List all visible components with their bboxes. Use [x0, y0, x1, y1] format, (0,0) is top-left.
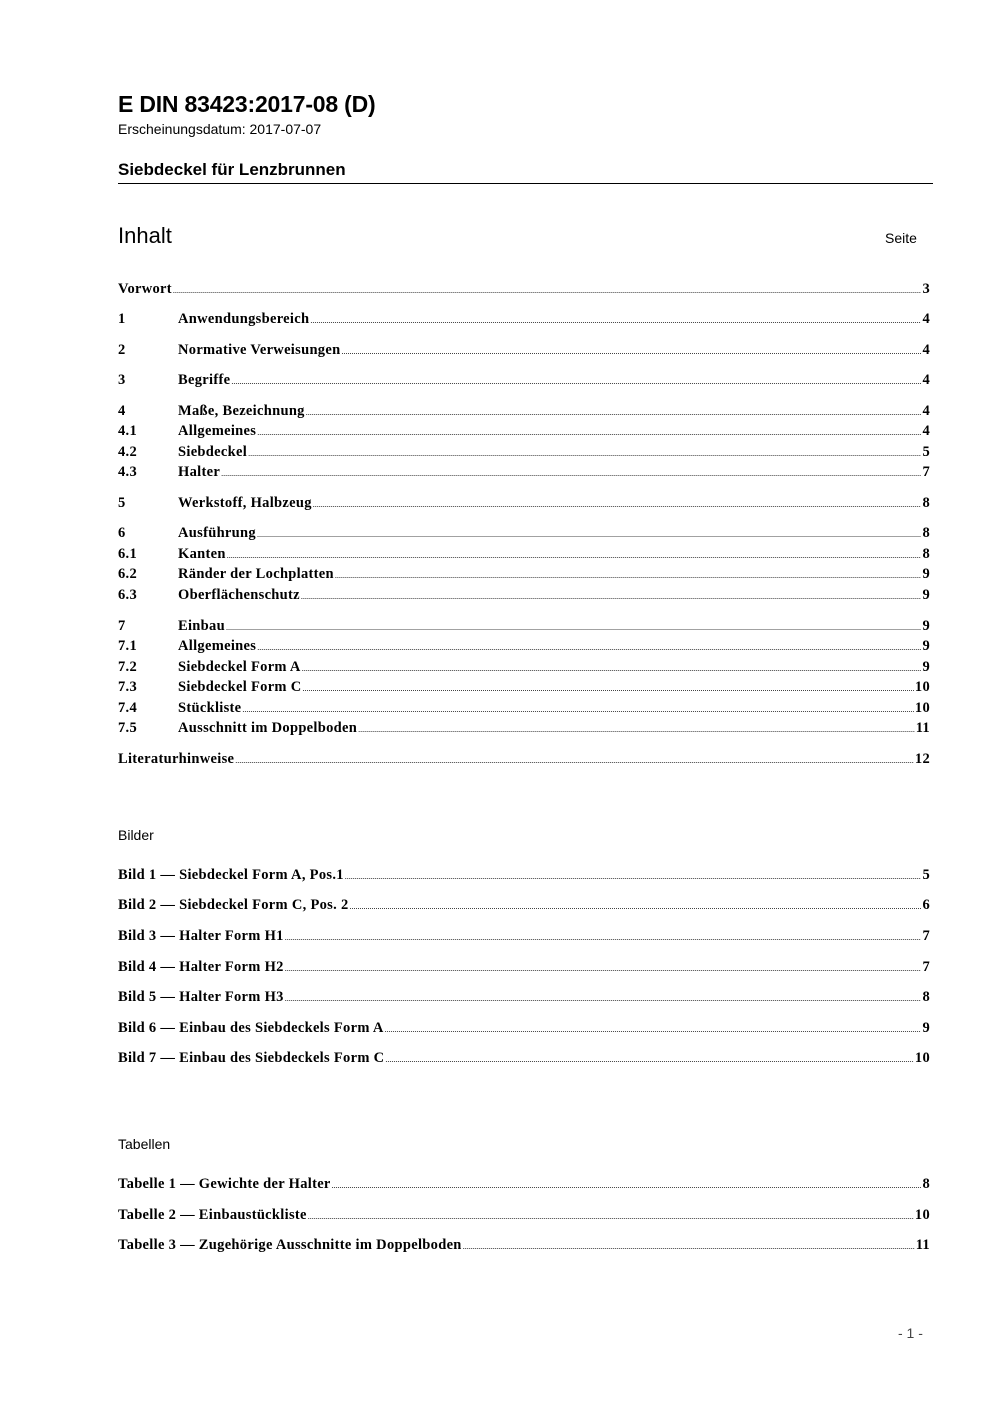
toc-entry-label: Literaturhinweise [118, 751, 235, 767]
page-column-label: Seite [885, 230, 917, 246]
toc-entry-page: 5 [922, 444, 930, 460]
toc-entry-label: Stückliste [178, 700, 242, 716]
toc-entry-number: 7.4 [118, 700, 138, 716]
figure-entry-label: Bild 2 — Siebdeckel Form C, Pos. 2 [118, 897, 349, 913]
toc-entry-label: Einbau [178, 618, 225, 634]
toc-entry-page: 9 [922, 638, 930, 654]
toc-entry-label: Allgemeines [178, 638, 257, 654]
table-entry[interactable] [118, 1205, 930, 1225]
dot-leader [231, 372, 921, 392]
toc-entry-page: 9 [922, 659, 930, 675]
figure-entry-label: Bild 5 — Halter Form H3 [118, 989, 284, 1005]
table-entry-label: Tabelle 1 — Gewichte der Halter [118, 1176, 331, 1192]
toc-entry-label: Werkstoff, Halbzeug [178, 495, 312, 511]
dot-leader [302, 659, 922, 679]
figure-entry-page: 10 [914, 1050, 930, 1066]
toc-entry-number: 7.1 [118, 638, 138, 654]
toc-entry[interactable] [118, 401, 930, 421]
table-entry-page: 11 [915, 1237, 930, 1253]
toc-entry-page: 8 [922, 525, 930, 541]
toc-entry[interactable] [118, 657, 930, 677]
toc-entry-label: Begriffe [178, 372, 231, 388]
dot-leader [358, 720, 915, 740]
dot-leader [308, 1207, 914, 1227]
toc-entry-number: 6 [118, 525, 126, 541]
toc-entry[interactable] [118, 309, 930, 329]
issue-date: Erscheinungsdatum: 2017-07-07 [118, 121, 322, 137]
table-entry[interactable] [118, 1174, 930, 1194]
toc-entry-number: 6.2 [118, 566, 138, 582]
figure-entry-page: 5 [922, 867, 930, 883]
dot-leader [341, 342, 921, 362]
figure-entry[interactable] [118, 1048, 930, 1068]
toc-entry-page: 11 [915, 720, 930, 736]
toc-entry-page: 7 [922, 464, 930, 480]
figure-entry-page: 9 [922, 1020, 930, 1036]
toc-entry-page: 4 [922, 423, 930, 439]
dot-leader [285, 959, 922, 979]
tables-heading: Tabellen [118, 1136, 171, 1152]
table-entry-label: Tabelle 3 — Zugehörige Ausschnitte im Doppelboden [118, 1237, 462, 1253]
dot-leader [285, 989, 922, 1009]
toc-entry[interactable] [118, 279, 930, 299]
toc-entry[interactable] [118, 698, 930, 718]
figure-entry-page: 7 [922, 928, 930, 944]
toc-entry-number: 4.3 [118, 464, 138, 480]
dot-leader [385, 1050, 913, 1070]
figure-entry-label: Bild 4 — Halter Form H2 [118, 959, 284, 975]
toc-entry[interactable] [118, 718, 930, 738]
table-entry-page: 8 [922, 1176, 930, 1192]
toc-entry[interactable] [118, 616, 930, 636]
figures-heading: Bilder [118, 827, 154, 843]
toc-entry-page: 4 [922, 342, 930, 358]
figure-entry[interactable] [118, 865, 930, 885]
dot-leader [463, 1237, 915, 1257]
toc-entry[interactable] [118, 370, 930, 390]
dot-leader [350, 897, 922, 917]
toc-entry-label: Ausschnitt im Doppelboden [178, 720, 358, 736]
toc-entry-label: Vorwort [118, 281, 172, 297]
page-number: - 1 - [898, 1325, 923, 1341]
document-title: E DIN 83423:2017-08 (D) [118, 91, 376, 117]
toc-entry[interactable] [118, 442, 930, 462]
toc-entry[interactable] [118, 523, 930, 543]
dot-leader [285, 928, 922, 948]
toc-entry-number: 5 [118, 495, 126, 511]
figure-entry-label: Bild 3 — Halter Form H1 [118, 928, 284, 944]
toc-entry[interactable] [118, 677, 930, 697]
toc-entry-page: 12 [914, 751, 930, 767]
toc-entry-number: 1 [118, 311, 126, 327]
toc-heading: Inhalt [118, 223, 172, 248]
figure-entry-label: Bild 1 — Siebdeckel Form A, Pos.1 [118, 867, 344, 883]
dot-leader [257, 525, 921, 545]
dot-leader [221, 464, 921, 484]
dot-leader [242, 700, 913, 720]
toc-entry[interactable] [118, 462, 930, 482]
toc-entry-number: 3 [118, 372, 126, 388]
toc-entry[interactable] [118, 749, 930, 769]
toc-entry-page: 9 [922, 618, 930, 634]
dot-leader [385, 1020, 922, 1040]
toc-entry-label: Siebdeckel Form A [178, 659, 301, 675]
dot-leader [310, 311, 921, 331]
toc-entry-page: 3 [922, 281, 930, 297]
header-divider [118, 183, 933, 184]
toc-entry-number: 7.5 [118, 720, 138, 736]
toc-entry[interactable] [118, 636, 930, 656]
dot-leader [301, 587, 922, 607]
toc-entry-number: 6.3 [118, 587, 138, 603]
dot-leader [313, 495, 922, 515]
toc-entry-label: Halter [178, 464, 221, 480]
toc-entry-page: 4 [922, 372, 930, 388]
toc-entry-number: 7 [118, 618, 126, 634]
toc-entry-label: Anwendungsbereich [178, 311, 310, 327]
table-entry-label: Tabelle 2 — Einbaustückliste [118, 1207, 307, 1223]
toc-entry-label: Ränder der Lochplatten [178, 566, 334, 582]
figure-entry-page: 6 [922, 897, 930, 913]
toc-entry[interactable] [118, 493, 930, 513]
table-entry[interactable] [118, 1235, 930, 1255]
dot-leader [303, 679, 914, 699]
toc-entry-page: 4 [922, 311, 930, 327]
table-entry-page: 10 [914, 1207, 930, 1223]
toc-entry-label: Allgemeines [178, 423, 257, 439]
toc-entry[interactable] [118, 544, 930, 564]
dot-leader [227, 546, 922, 566]
dot-leader [306, 403, 922, 423]
toc-entry-number: 6.1 [118, 546, 138, 562]
toc-entry-number: 4 [118, 403, 126, 419]
toc-entry-number: 7.3 [118, 679, 138, 695]
toc-entry-page: 10 [914, 700, 930, 716]
dot-leader [226, 618, 921, 638]
toc-entry-number: 2 [118, 342, 126, 358]
toc-entry-label: Normative Verweisungen [178, 342, 341, 358]
document-subject: Siebdeckel für Lenzbrunnen [118, 160, 346, 179]
dot-leader [173, 281, 922, 301]
toc-entry-page: 4 [922, 403, 930, 419]
dot-leader [248, 444, 921, 464]
dot-leader [257, 638, 921, 658]
dot-leader [257, 423, 921, 443]
figure-entry-label: Bild 7 — Einbau des Siebdeckels Form C [118, 1050, 385, 1066]
figure-entry[interactable] [118, 926, 930, 946]
toc-entry-label: Siebdeckel Form C [178, 679, 302, 695]
toc-entry[interactable] [118, 421, 930, 441]
toc-entry-page: 9 [922, 587, 930, 603]
toc-entry-number: 4.1 [118, 423, 138, 439]
toc-entry-number: 7.2 [118, 659, 138, 675]
dot-leader [235, 751, 914, 771]
dot-leader [345, 867, 922, 887]
toc-entry-page: 8 [922, 495, 930, 511]
figure-entry[interactable] [118, 895, 930, 915]
toc-entry-page: 8 [922, 546, 930, 562]
dot-leader [332, 1176, 922, 1196]
toc-entry-page: 9 [922, 566, 930, 582]
toc-entry-label: Ausführung [178, 525, 256, 541]
figure-entry-page: 7 [922, 959, 930, 975]
toc-entry[interactable] [118, 585, 930, 605]
dot-leader [335, 566, 922, 586]
toc-entry-number: 4.2 [118, 444, 138, 460]
toc-entry-label: Siebdeckel [178, 444, 248, 460]
toc-entry-label: Kanten [178, 546, 226, 562]
toc-entry[interactable] [118, 340, 930, 360]
figure-entry[interactable] [118, 957, 930, 977]
figure-entry[interactable] [118, 987, 930, 1007]
toc-entry-label: Oberflächenschutz [178, 587, 300, 603]
figure-entry-page: 8 [922, 989, 930, 1005]
figure-entry[interactable] [118, 1018, 930, 1038]
toc-entry-page: 10 [914, 679, 930, 695]
toc-entry-label: Maße, Bezeichnung [178, 403, 305, 419]
toc-entry[interactable] [118, 564, 930, 584]
figure-entry-label: Bild 6 — Einbau des Siebdeckels Form A [118, 1020, 384, 1036]
